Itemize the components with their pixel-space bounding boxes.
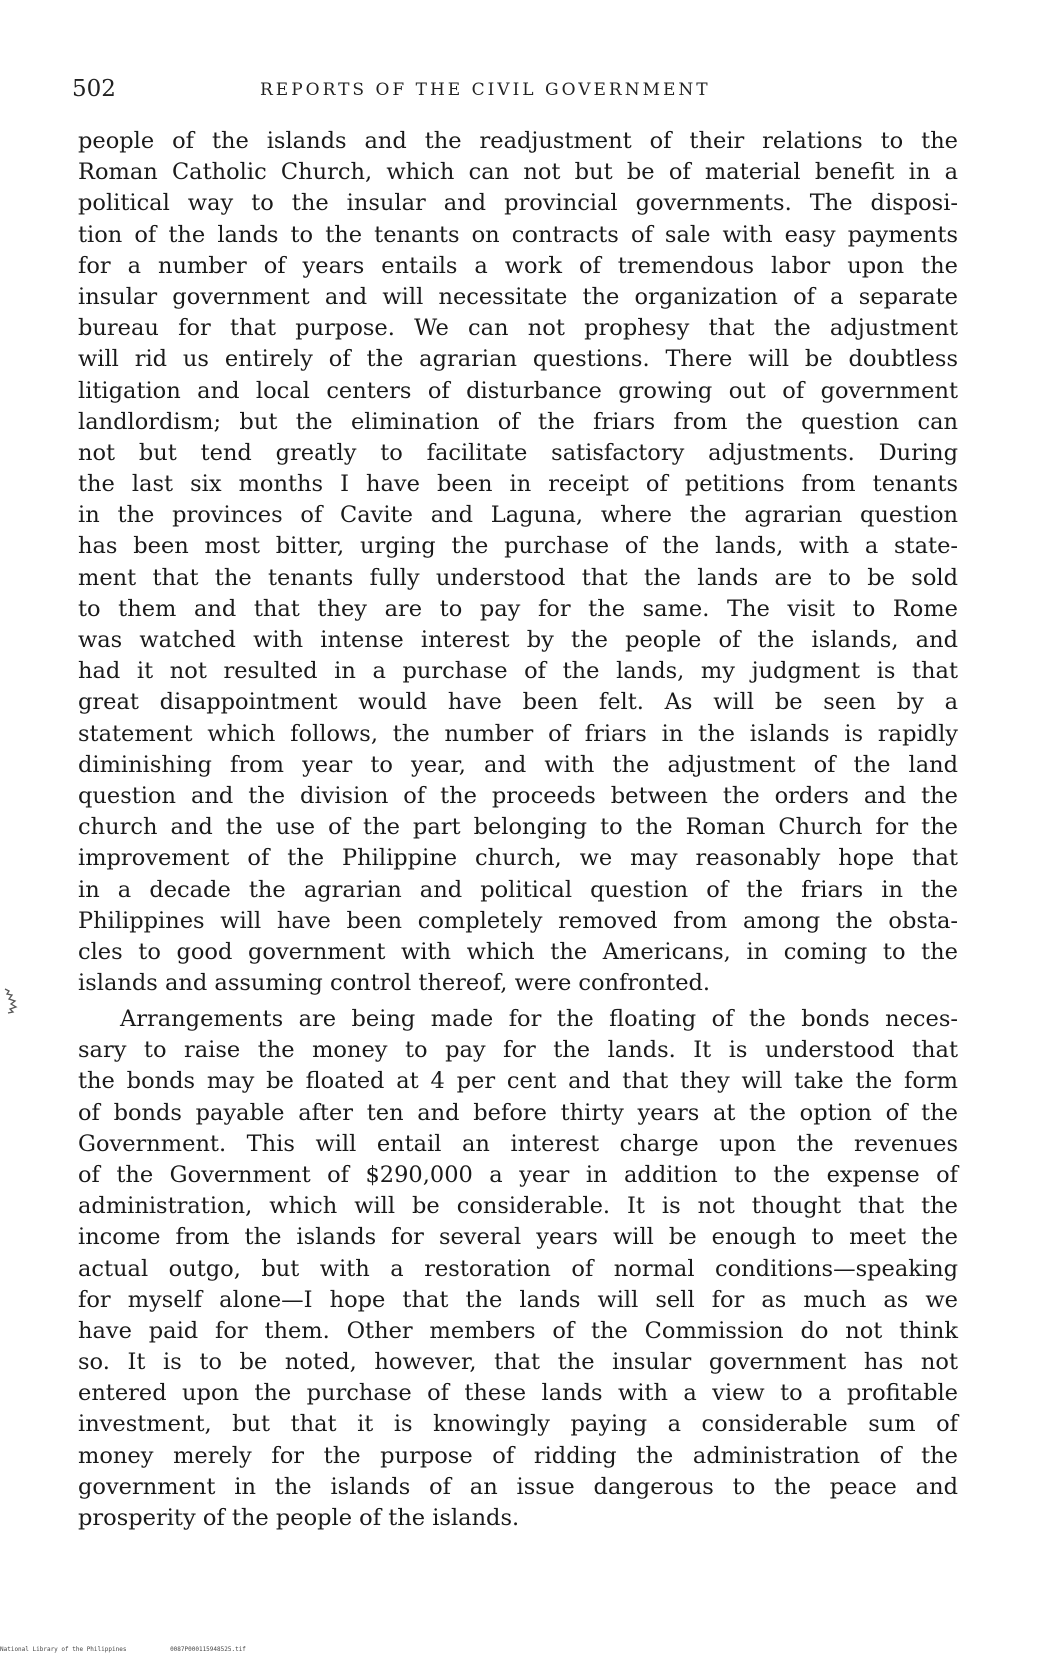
- text-line: Philippines will have been completely removed from among the obsta-: [78, 907, 958, 934]
- body-paragraph-2: [78, 1004, 958, 1534]
- scan-footer: [0, 1646, 286, 1653]
- page-header: [72, 76, 922, 106]
- text-line: cles to good government with which the Americans, in coming to the: [78, 938, 958, 965]
- text-line: in the provinces of Cavite and Laguna, where the agrarian question: [78, 502, 958, 529]
- running-head: REPORTS OF THE CIVIL GOVERNMENT: [260, 80, 711, 100]
- text-line: question and the division of the proceeds between the orders and the: [78, 782, 958, 809]
- text-line: of bonds payable after ten and before thirty years at the option of the: [78, 1099, 958, 1126]
- text-line: money merely for the purpose of ridding the administration of the: [78, 1442, 958, 1469]
- text-line: government in the islands of an issue dangerous to the peace and: [78, 1473, 958, 1500]
- text-line: tion of the lands to the tenants on contracts of sale with easy payments: [78, 221, 958, 248]
- scan-speck-mark: [2, 985, 24, 1021]
- text-line: Arrangements are being made for the floating of the bonds neces-: [120, 1006, 958, 1032]
- text-line: not but tend greatly to facilitate satisfactory adjustments. During: [78, 439, 958, 466]
- text-line: have paid for them. Other members of the Commission do not think: [78, 1317, 958, 1344]
- text-line: to them and that they are to pay for the same. The visit to Rome: [78, 595, 958, 622]
- text-line: actual outgo, but with a restoration of normal conditions—speaking: [78, 1255, 958, 1282]
- text-line: for myself alone—I hope that the lands will sell for as much as we: [78, 1286, 958, 1313]
- text-line: great disappointment would have been felt. As will be seen by a: [78, 689, 958, 716]
- text-line: in a decade the agrarian and political question of the friars in the: [78, 876, 958, 903]
- text-line: bureau for that purpose. We can not prophesy that the adjustment: [78, 315, 958, 342]
- text-line: entered upon the purchase of these lands with a view to a profitable: [78, 1380, 958, 1407]
- text-line: Government. This will entail an interest charge upon the revenues: [78, 1130, 958, 1157]
- text-line: landlordism; but the elimination of the friars from the question can: [78, 408, 958, 435]
- text-line: had it not resulted in a purchase of the lands, my judgment is that: [78, 658, 958, 685]
- body-paragraph-1: [78, 126, 958, 999]
- text-line: has been most bitter, urging the purchase of the lands, with a state-: [78, 533, 958, 560]
- text-line: Roman Catholic Church, which can not but be of material benefit in a: [78, 159, 958, 186]
- text-line: administration, which will be considerable. It is not thought that the: [78, 1193, 958, 1220]
- footer-library: National Library of the Philippines: [0, 1646, 127, 1653]
- text-line: litigation and local centers of disturbance growing out of government: [78, 377, 958, 404]
- text-line: church and the use of the part belonging to the Roman Church for the: [78, 814, 958, 841]
- text-line: will rid us entirely of the agrarian questions. There will be doubtless: [78, 346, 958, 373]
- text-line: sary to raise the money to pay for the lands. It is understood that: [78, 1037, 958, 1064]
- text-line: the bonds may be floated at 4 per cent and that they will take the form: [78, 1068, 958, 1095]
- text-line: for a number of years entails a work of tremendous labor upon the: [78, 252, 958, 279]
- text-line: was watched with intense interest by the people of the islands, and: [78, 627, 958, 653]
- page-number: 502: [72, 76, 116, 102]
- text-line: prosperity of the people of the islands.: [78, 1505, 520, 1531]
- text-line: insular government and will necessitate the organization of a separate: [78, 283, 958, 310]
- text-line: political way to the insular and provincial governments. The disposi-: [78, 190, 958, 217]
- text-line: investment, but that it is knowingly paying a considerable sum of: [78, 1411, 958, 1438]
- text-line: income from the islands for several years will be enough to meet the: [78, 1224, 958, 1251]
- text-line: the last six months I have been in receipt of petitions from tenants: [78, 471, 958, 498]
- text-line: statement which follows, the number of friars in the islands is rapidly: [78, 720, 958, 747]
- text-line: diminishing from year to year, and with the adjustment of the land: [78, 751, 958, 778]
- text-line: people of the islands and the readjustment of their relations to the: [78, 128, 958, 154]
- text-line: ment that the tenants fully understood that the lands are to be sold: [78, 564, 958, 591]
- text-line: so. It is to be noted, however, that the insular government has not: [78, 1349, 958, 1376]
- footer-file-id: 0087P000115948525.tif: [170, 1646, 246, 1653]
- text-line: islands and assuming control thereof, were confronted.: [78, 970, 711, 997]
- text-line: improvement of the Philippine church, we may reasonably hope that: [78, 845, 958, 872]
- text-line: of the Government of $290,000 a year in addition to the expense of: [78, 1161, 958, 1188]
